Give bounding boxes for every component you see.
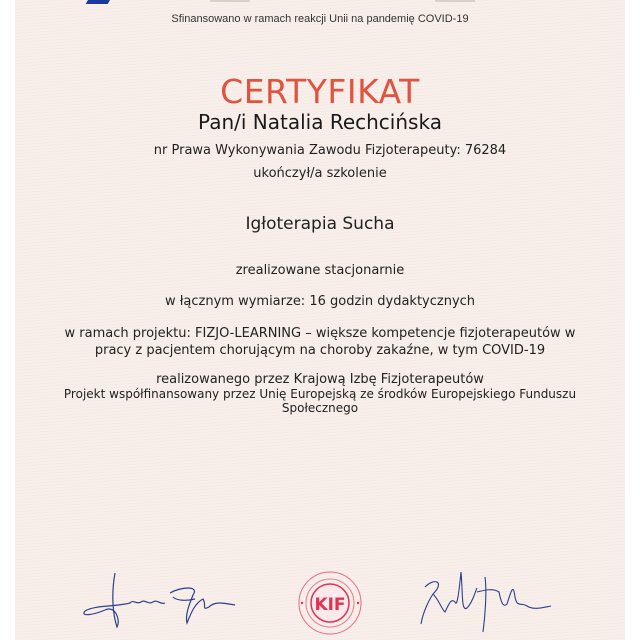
svg-text:KIF: KIF [314, 595, 346, 615]
logo-fragment [435, 0, 475, 2]
left-signature [75, 565, 245, 635]
course-name: Igłoterapia Sucha [245, 214, 395, 234]
license-number: nr Prawa Wykonywania Zawodu Fizjoterapeuty: 76284 [153, 143, 507, 158]
hours-line: w łącznym wymiarze: 16 godzin dydaktycznych [164, 294, 476, 309]
eu-flag-icon [86, 0, 113, 4]
cofinanced-line: Projekt współfinansowany przez Unię Europejską ze środków Europejskiego Funduszu Społecznego [63, 387, 577, 415]
project-line: w ramach projektu: FIZJO-LEARNING – większe kompetencje fizjoterapeutów w pracy z pacjentem chorującym na choroby zakaźne, w tym COVID-19 [64, 326, 576, 358]
kif-stamp [297, 570, 363, 636]
certificate-paper [15, 0, 625, 640]
recipient-name: Pan/i Natalia Rechcińska [198, 110, 442, 134]
delivery-mode: zrealizowane stacjonarnie [235, 263, 405, 278]
realized-by: realizowanego przez Krajową Izbę Fizjoterapeutów [156, 372, 484, 387]
funding-note: Sfinansowano w ramach reakcji Unii na pandemię COVID-19 [171, 13, 469, 25]
completed-label: ukończył/a szkolenie [253, 166, 387, 181]
logo-fragment [210, 0, 250, 2]
certificate-title: CERTYFIKAT [220, 72, 420, 111]
right-signature [415, 562, 555, 637]
